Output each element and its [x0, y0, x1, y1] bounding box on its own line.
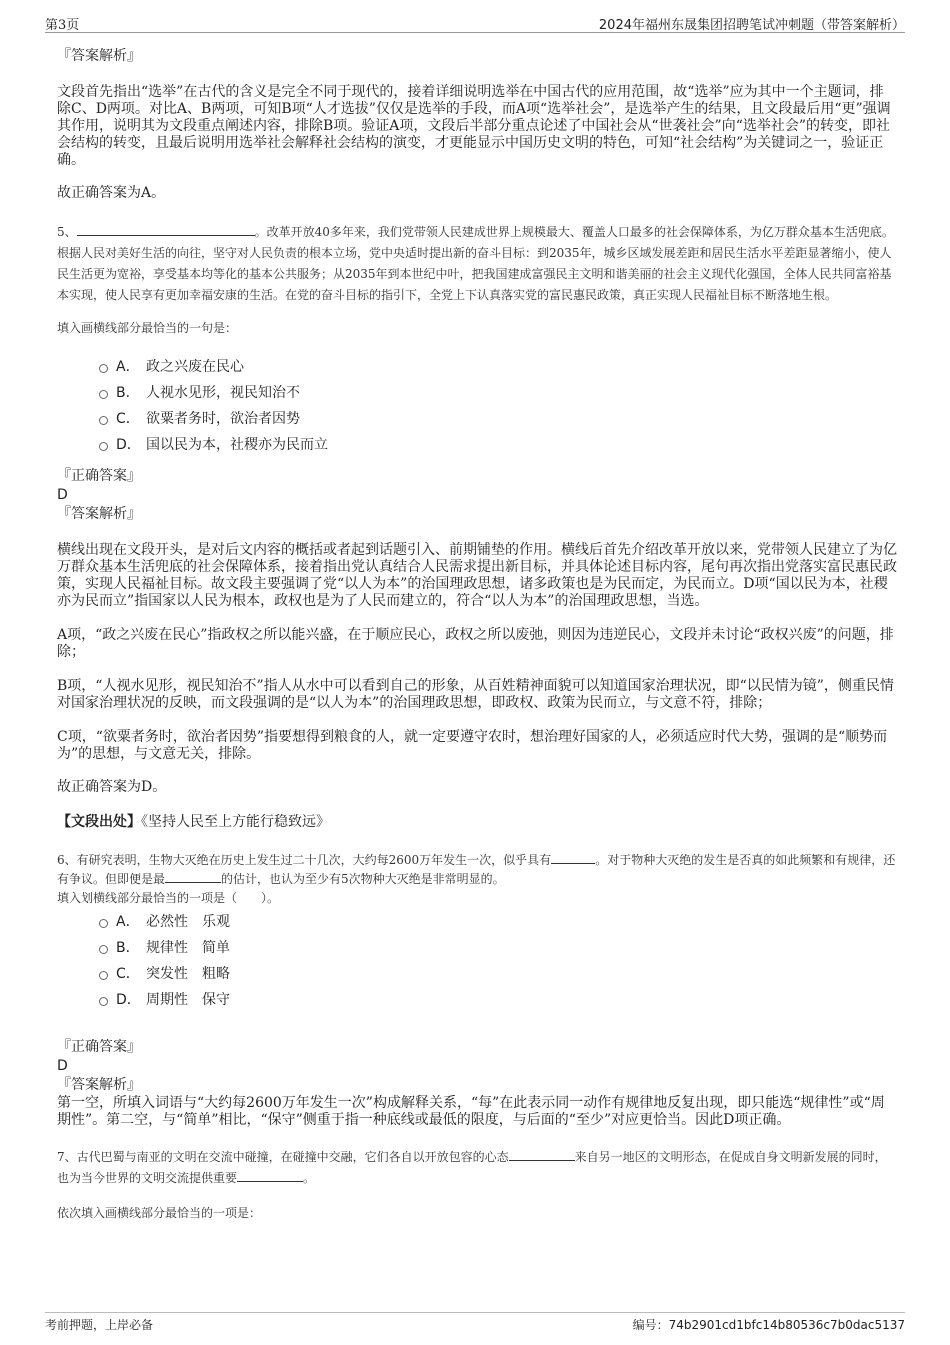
footer-slogan: 考前押题，上岸必备 — [45, 1318, 154, 1332]
q6-option-d[interactable]: D． 周期性 保守 — [99, 987, 897, 1013]
q5-option-b[interactable]: B． 人视水见形，视民知治不 — [99, 380, 897, 406]
radio-icon[interactable] — [99, 971, 108, 980]
q5-analysis-3: B项，“人视水见形，视民知治不”指人从水中可以看到自己的形象，从百姓精神面貌可以知道国家治理状况，即“以民情为镜”，侧重民情对国家治理状况的反映，而文段强调的是“以人为本”的治国理政思想，即政权、政策为民而立，与文意不符，排除； — [57, 678, 894, 711]
radio-icon[interactable] — [99, 416, 108, 425]
q6-option-b[interactable]: B． 规律性 简单 — [99, 935, 897, 961]
question-6 — [57, 851, 897, 1129]
page-header — [45, 10, 905, 33]
q5-number: 5、 — [57, 225, 77, 239]
q6-stem: 6、有研究表明，生物大灭绝在历史上发生过二十几次，大约每2600万年发生一次，似乎具有 。对于物种大灭绝的发生是否真的如此频繁和有规律，还有争议。但即便是最 的估计，也认为至少有5次物种大灭绝是非常明显的。 — [57, 853, 896, 886]
q6-prompt: 填入划横线部分最恰当的一项是（ ）。 — [57, 891, 280, 905]
q4-analysis-label: 『答案解析』 — [57, 48, 141, 64]
q5-source-title: 《坚持人民至上方能行稳致远》 — [141, 814, 330, 830]
radio-icon[interactable] — [99, 945, 108, 954]
q7-number: 7、 — [57, 1150, 77, 1164]
q6-answer: D — [57, 1058, 68, 1074]
question-5 — [57, 222, 897, 831]
q5-analysis-4: C项，“欲粟者务时，欲治者因势”指要想得到粮食的人，就一定要遵守农时，想治理好国家的人，必须适应时代大势，强调的是“顺势而为”的思想，与文意无关，排除。 — [57, 729, 888, 762]
q4-analysis-section — [57, 46, 897, 202]
page-content — [57, 42, 897, 1224]
q6-option-c[interactable]: C． 突发性 粗略 — [99, 961, 897, 987]
page-footer — [45, 1312, 905, 1335]
q6-option-a[interactable]: A． 必然性 乐观 — [99, 909, 897, 935]
q6-analysis-text: 第一空，所填入词语与“大约每2600万年发生一次”构成解释关系，“每”在此表示同一动作有规律地反复出现，即只能选“规律性”或“周期性”。第二空，与“简单”相比，“保守”侧重于指一种底线或最低的限度，与后面的“至少”对应更恰当。因此D项正确。 — [57, 1095, 885, 1128]
q5-option-d[interactable]: D． 国以民为本，社稷亦为民而立 — [99, 432, 897, 458]
radio-icon[interactable] — [99, 919, 108, 928]
q5-analysis-1: 横线出现在文段开头，是对后文内容的概括或者起到话题引入、前期铺垫的作用。横线后首先介绍改革开放以来，党带领人民建立了为亿万群众基本生活兜底的社会保障体系，接着指出党认真结合人民需求提出新目标，并具体论述目标内容，尾句再次指出党落实富民惠民政策，实现人民福祉目标。故文段主要强调了党“以人为本”的治国理政思想，诸多政策也是为民而定，为民而立。D项“国以民为本，社稷亦为民而立”指国家以人民为根本，政权也是为了人民而建立的，符合“以人为本”的治国理政思想，当选。 — [57, 542, 897, 609]
q7-blank-2 — [237, 1169, 303, 1182]
document-title: 2024年福州东晟集团招聘笔试冲刺题（带答案解析） — [598, 18, 905, 33]
q7-prompt: 依次填入画横线部分最恰当的一项是： — [57, 1206, 262, 1220]
radio-icon[interactable] — [99, 997, 108, 1006]
q6-blank-2 — [165, 870, 221, 883]
q5-prompt: 填入画横线部分最恰当的一句是： — [57, 321, 238, 335]
q5-option-c[interactable]: C． 欲粟者务时，欲治者因势 — [99, 406, 897, 432]
q4-conclusion: 故正确答案为A。 — [57, 185, 166, 201]
page-number: 第3页 — [45, 18, 80, 33]
q5-answer-label: 『正确答案』 — [57, 468, 141, 484]
question-7 — [57, 1147, 897, 1224]
q5-analysis-5: 故正确答案为D。 — [57, 779, 167, 795]
q5-options — [99, 354, 897, 458]
q5-source — [57, 814, 897, 831]
q6-analysis-label: 『答案解析』 — [57, 1077, 141, 1093]
q6-number: 6、 — [57, 853, 77, 867]
q5-answer: D — [57, 487, 68, 503]
q5-stem — [57, 222, 897, 306]
q4-analysis-text: 文段首先指出“选举”在古代的含义是完全不同于现代的，接着详细说明选举在中国古代的应用范围，故“选举”应为其中一个主题词，排除C、D两项。对比A、B两项，可知B项“人才选拔”仅仅是选举的手段，而A项“选举社会”，是选举产生的结果，且文段最后用“更”强调其作用，说明其为文段重点阐述内容，排除B项。验证A项，文段后半部分重点论述了中国社会从“世袭社会”向“选举社会”的转变，即社会结构的转变，且最后说明用选举社会解释社会结构的演变，才更能显示中国历史文明的特色，可知“社会结构”为关键词之一，验证正确。 — [57, 84, 891, 168]
q5-analysis-2: A项，“政之兴废在民心”指政权之所以能兴盛，在于顺应民心，政权之所以废弛，则因为违逆民心，文段并未讨论“政权兴废”的问题，排除； — [57, 627, 894, 660]
q5-source-label: 【文段出处】 — [57, 814, 141, 830]
q6-options — [99, 909, 897, 1013]
document-serial: 编号：74b2901cd1bfc14b80536c7b0dac5137 — [632, 1318, 905, 1332]
radio-icon[interactable] — [99, 364, 108, 373]
q6-blank-1 — [551, 851, 595, 864]
q5-stem-text: 。改革开放40多年来，我们党带领人民建成世界上规模最大、覆盖人口最多的社会保障体系，为亿万群众基本生活兜底。根据人民对美好生活的向往，坚守对人民负责的根本立场，党中央适时提出新的奋斗目标：到2035年，城乡区域发展差距和居民生活水平差距显著缩小，使人民生活更为宽裕，享受基本均等化的基本公共服务；从2035年到本世纪中叶，把我国建成富强民主文明和谐美丽的社会主义现代化强国，全体人民共同富裕基本实现，使人民享有更加幸福安康的生活。在党的奋斗目标的指引下，全党上下认真落实党的富民惠民政策，真正实现人民福祉目标不断落地生根。 — [57, 225, 894, 302]
q6-answer-label: 『正确答案』 — [57, 1039, 141, 1055]
q7-stem: 7、古代巴蜀与南亚的文明在交流中碰撞，在碰撞中交融，它们各自以开放包容的心态 来自另一地区的文明形态，在促成自身文明新发展的同时，也为当今世界的文明交流提供重要 。 — [57, 1150, 887, 1185]
q5-blank — [77, 223, 255, 236]
q5-analysis-label: 『答案解析』 — [57, 506, 141, 522]
radio-icon[interactable] — [99, 390, 108, 399]
radio-icon[interactable] — [99, 442, 108, 451]
q7-blank-1 — [509, 1148, 575, 1161]
q5-option-a[interactable]: A． 政之兴废在民心 — [99, 354, 897, 380]
